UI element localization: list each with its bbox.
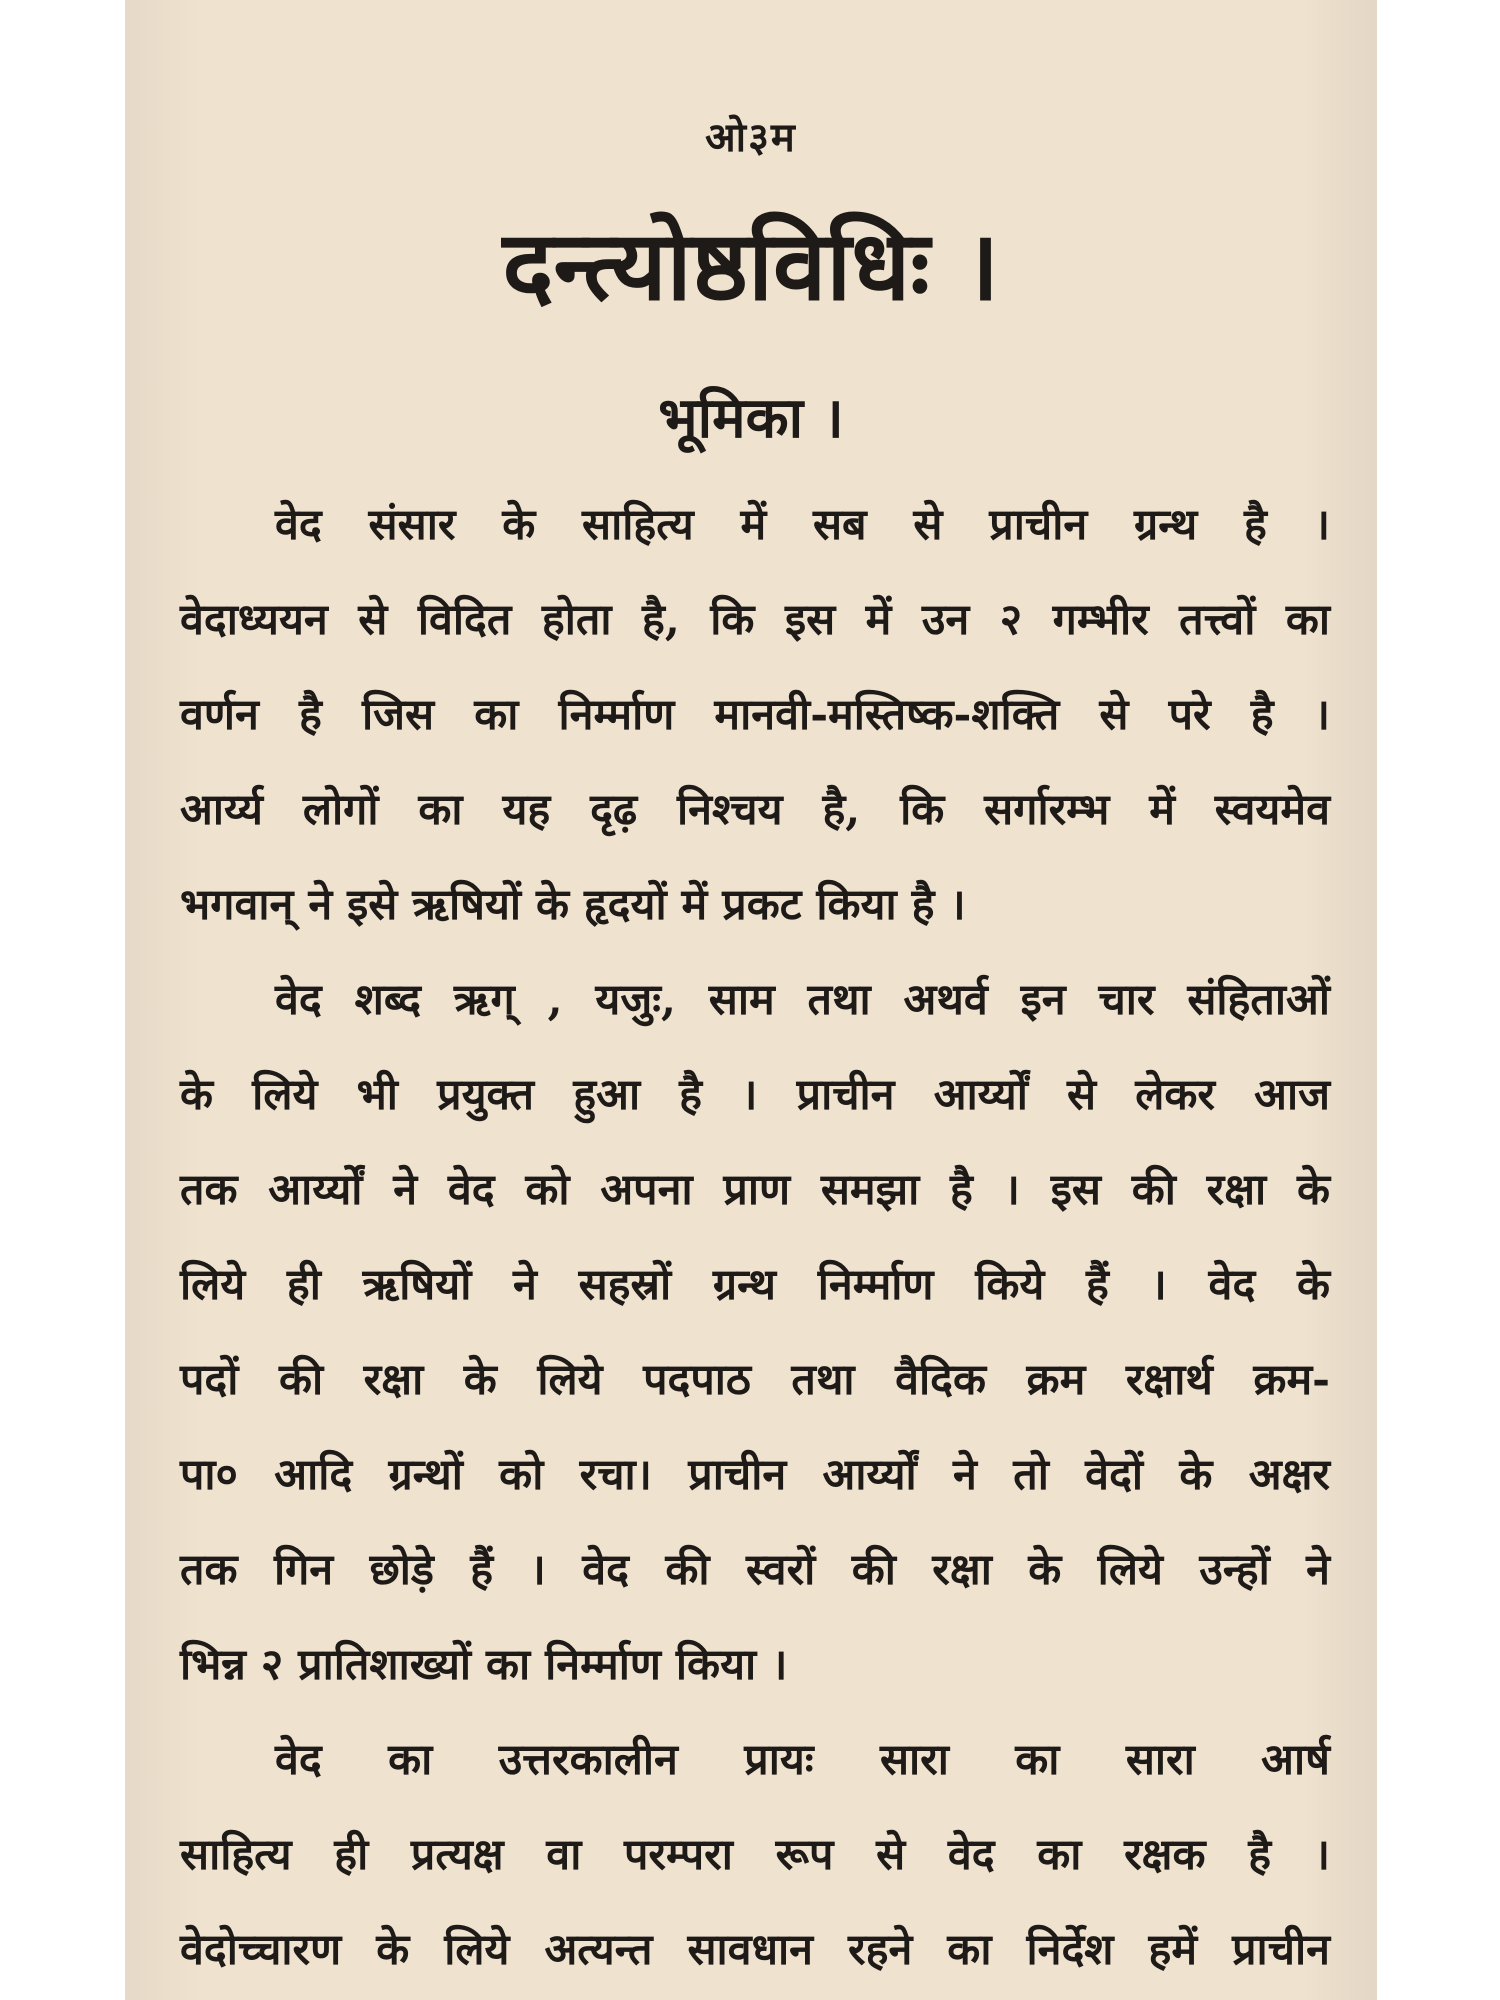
text-line: भिन्न २ प्रातिशाख्यों का निर्म्माण किया । bbox=[180, 1640, 788, 1690]
text-line: वर्णन है जिस का निर्म्माण मानवी-मस्तिष्क-शक्ति से परे है । bbox=[180, 690, 1330, 740]
page-title: दन्त्योष्ठविधिः । bbox=[502, 209, 1000, 322]
text-line: साहित्य ही प्रत्यक्ष वा परम्परा रूप से वेद का रक्षक है । bbox=[180, 1830, 1330, 1880]
om-invocation: ओ३म bbox=[705, 114, 797, 161]
text-line: वेद शब्द ऋग् , यजुः, साम तथा अथर्व इन चार संहिताओं bbox=[275, 975, 1330, 1025]
text-line: पा० आदि ग्रन्थों को रचा। प्राचीन आर्य्यों ने तो वेदों के अक्षर bbox=[180, 1450, 1330, 1500]
text-line: लिये ही ऋषियों ने सहस्रों ग्रन्थ निर्म्माण किये हैं । वेद के bbox=[180, 1260, 1330, 1310]
text-line: वेदाध्ययन से विदित होता है, कि इस में उन २ गम्भीर तत्त्वों का bbox=[180, 595, 1330, 645]
text-line: तक आर्य्यों ने वेद को अपना प्राण समझा है । इस की रक्षा के bbox=[180, 1165, 1330, 1215]
text-line: पदों की रक्षा के लिये पदपाठ तथा वैदिक क्रम रक्षार्थ क्रम- bbox=[180, 1355, 1330, 1405]
text-line: वेदोच्चारण के लिये अत्यन्त सावधान रहने का निर्देश हमें प्राचीन bbox=[180, 1925, 1330, 1975]
text-line: वेद का उत्तरकालीन प्रायः सारा का सारा आर्ष bbox=[275, 1735, 1330, 1785]
text-line: तक गिन छोड़े हैं । वेद की स्वरों की रक्षा के लिये उन्हों ने bbox=[180, 1545, 1330, 1595]
text-line: आर्य्य लोगों का यह दृढ़ निश्चय है, कि सर्गारम्भ में स्वयमेव bbox=[180, 785, 1330, 835]
section-heading: भूमिका । bbox=[658, 385, 844, 451]
book-page bbox=[125, 0, 1377, 2000]
text-line: भगवान् ने इसे ऋषियों के हृदयों में प्रकट किया है । bbox=[180, 880, 966, 930]
body-text bbox=[180, 478, 1330, 1998]
text-line: के लिये भी प्रयुक्त हुआ है । प्राचीन आर्य्यों से लेकर आज bbox=[180, 1070, 1330, 1120]
text-line: वेद संसार के साहित्य में सब से प्राचीन ग्रन्थ है । bbox=[275, 500, 1330, 550]
